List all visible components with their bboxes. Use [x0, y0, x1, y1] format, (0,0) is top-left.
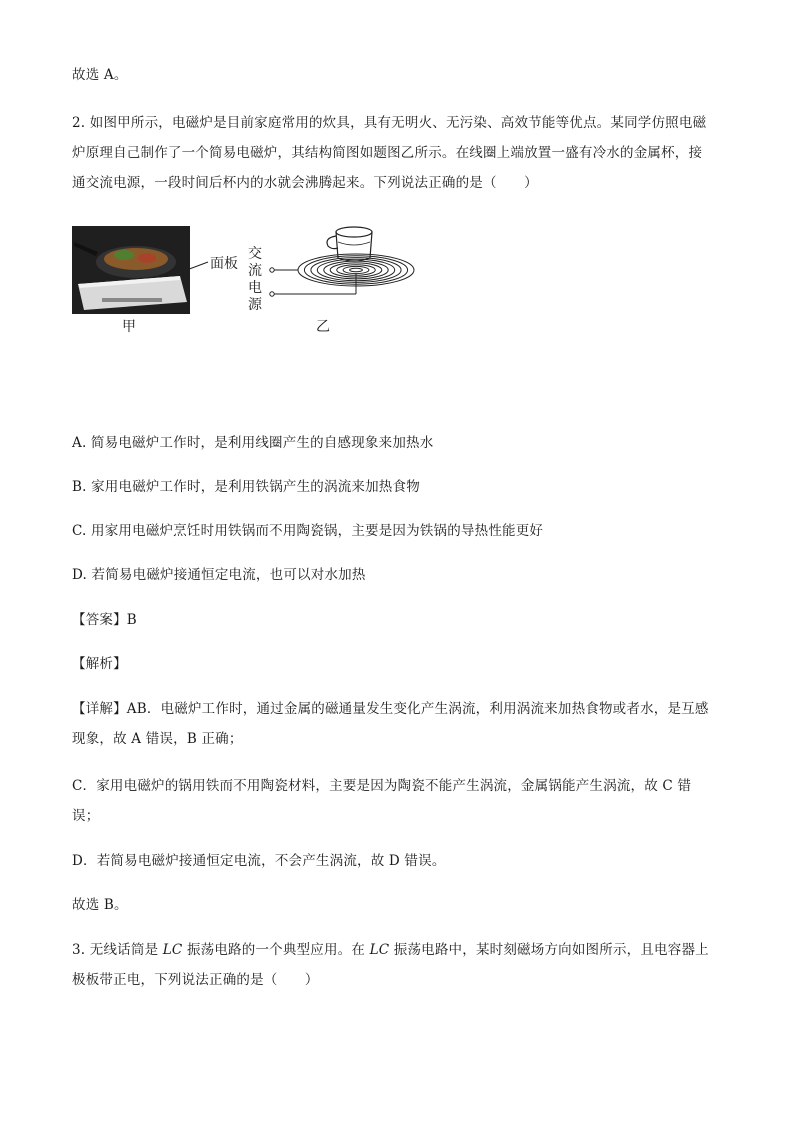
option-c: C. 用家用电磁炉烹饪时用铁锅而不用陶瓷锅，主要是因为铁锅的导热性能更好 — [72, 523, 544, 539]
label-yi: 乙 — [316, 319, 330, 335]
figure-induction-cooker — [72, 222, 432, 337]
detail-line-2: 现象，故 A 错误，B 正确； — [72, 731, 243, 747]
label-panel: 面板 — [210, 256, 238, 272]
detail-line-3: C．家用电磁炉的锅用铁而不用陶瓷材料，主要是因为陶瓷不能产生涡流，金属锅能产生涡流，故 C 错 — [72, 778, 692, 794]
supply-char-1: 交 — [248, 246, 262, 262]
label-jia: 甲 — [122, 319, 136, 335]
food — [104, 248, 168, 270]
analysis-heading: 【解析】 — [72, 656, 127, 672]
food-red — [138, 253, 156, 263]
detail-line-1: 【详解】AB．电磁炉工作时，通过金属的磁通量发生变化产生涡流，利用涡流来加热食物或者水，是互感 — [72, 701, 709, 717]
option-a: A. 简易电磁炉工作时，是利用线圈产生的自感现象来加热水 — [72, 435, 434, 451]
q3-text-a: 3. 无线话筒是 — [72, 942, 163, 958]
answer-line: 【答案】B — [72, 612, 137, 628]
terminal-top — [270, 268, 274, 272]
power-supply-label — [248, 246, 264, 314]
question-2-line-1: 2. 如图甲所示，电磁炉是目前家庭常用的炊具，具有无明火、无污染、高效节能等优点。某同学仿照电磁 — [72, 115, 707, 131]
supply-char-3: 电 — [248, 280, 262, 296]
q3-lc-1: LC — [162, 942, 183, 958]
q3-text-c: 振荡电路的一个典型应用。在 — [182, 942, 370, 958]
detail-line-4: 误； — [72, 808, 100, 824]
conclusion-line: 故选 B。 — [72, 897, 128, 913]
option-b: B. 家用电磁炉工作时，是利用铁锅产生的涡流来加热食物 — [72, 479, 420, 495]
question-3-line-1 — [72, 941, 709, 959]
supply-char-2: 流 — [248, 263, 262, 279]
food-green — [114, 250, 134, 260]
detail-line-5: D．若简易电磁炉接通恒定电流，不会产生涡流，故 D 错误。 — [72, 853, 446, 869]
coil-turn — [343, 266, 369, 273]
q3-text-e: 振荡电路中，某时刻磁场方向如图所示，且电容器上 — [389, 942, 709, 958]
option-d: D. 若简易电磁炉接通恒定电流，也可以对水加热 — [72, 567, 366, 583]
question-2-line-2: 炉原理自己制作了一个简易电磁炉，其结构简图如题图乙所示。在线圈上端放置一盛有冷水的金属杯，接 — [72, 145, 703, 161]
supply-char-4: 源 — [248, 297, 262, 313]
terminal-bottom — [270, 292, 274, 296]
question-2-line-3: 通交流电源，一段时间后杯内的水就会沸腾起来。下列说法正确的是（ ） — [72, 175, 538, 191]
control-strip — [102, 298, 162, 302]
q3-lc-2: LC — [369, 942, 390, 958]
coil-turn — [350, 268, 363, 272]
question-3-line-2: 极板带正电，下列说法正确的是（ ） — [72, 972, 319, 988]
line-select-a: 故选 A。 — [72, 67, 128, 83]
